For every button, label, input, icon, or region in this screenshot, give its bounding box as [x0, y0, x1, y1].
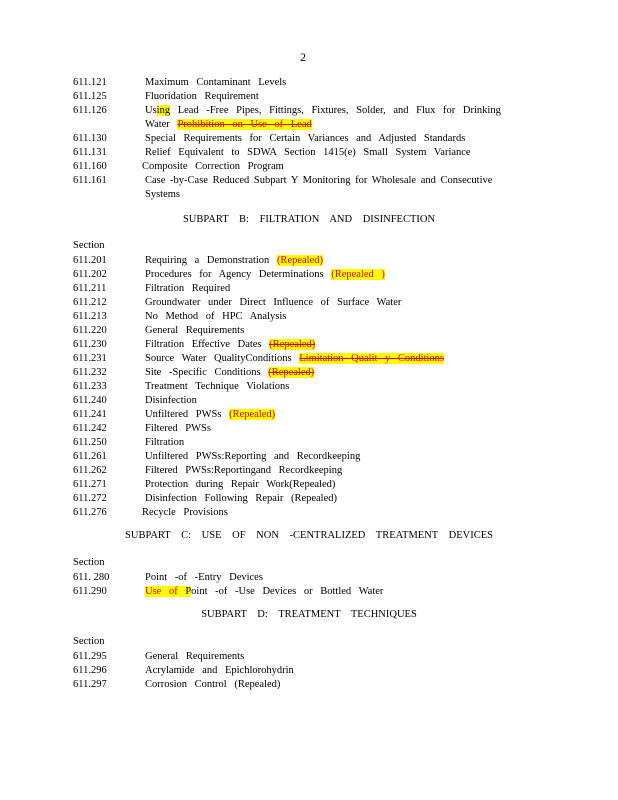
title-text: Corrosion Control (Repealed): [145, 679, 281, 690]
section-number: 611.161: [73, 175, 107, 186]
section-row: [0, 408, 618, 422]
struck-text: (Repealed): [268, 367, 315, 378]
section-number: 611.220: [73, 325, 107, 336]
section-row: [0, 450, 618, 464]
struck-text: Limitation Qualit y Conditions: [299, 353, 445, 364]
section-number: 611. 280: [73, 572, 110, 583]
section-title: [145, 324, 244, 338]
section-title: [145, 380, 289, 394]
title-text: General Requirements: [145, 651, 245, 662]
section-row: [0, 678, 618, 692]
section-row: [0, 571, 618, 585]
section-number: 611.262: [73, 465, 107, 476]
section-row: [0, 492, 618, 506]
section-title: [145, 146, 471, 160]
struck-text: Prohibition on Use of Lead: [177, 119, 312, 130]
title-text: Relief Equivalent to SDWA Section 1415(e) Small System Variance: [145, 147, 471, 158]
title-text: Lead -Free Pipes, Fittings, Fixtures, Solder, and Flux for Drinking: [170, 105, 501, 116]
section-title: [145, 90, 259, 104]
highlighted-text: (Repealed): [276, 255, 323, 266]
section-title: [145, 571, 263, 585]
title-text: Disinfection: [145, 395, 197, 406]
subpart-d-heading: SUBPART D: TREATMENT TECHNIQUES: [201, 609, 417, 620]
section-number: 611.202: [73, 269, 107, 280]
section-row: [0, 478, 618, 492]
title-text: Case -by-Case Reduced Subpart Y Monitoring for Wholesale and Consecutive: [145, 175, 493, 186]
section-row: [0, 90, 618, 104]
title-text: Unfiltered PWSs:Reporting and Recordkeeping: [145, 451, 361, 462]
section-number: 611.295: [73, 651, 107, 662]
section-row: [0, 324, 618, 338]
section-number: 611.296: [73, 665, 107, 676]
section-title: [145, 254, 323, 268]
subpart-b-section-label: Section: [73, 240, 105, 251]
title-text: Unfiltered PWSs: [145, 409, 230, 420]
title-text: Maximum Contaminant Levels: [145, 77, 287, 88]
title-text: No Method of HPC Analysis: [145, 311, 287, 322]
section-row: [0, 394, 618, 408]
section-title: [145, 650, 244, 664]
section-title: [145, 282, 230, 296]
highlighted-text: P: [185, 586, 192, 597]
section-title: [145, 436, 184, 450]
title-text: oint -of -Use Devices or Bottled Water: [191, 586, 384, 597]
section-number: 611.272: [73, 493, 107, 504]
section-row: [0, 585, 618, 599]
section-title: [145, 450, 360, 464]
section-row: [0, 506, 618, 520]
section-row: [0, 664, 618, 678]
title-text: Protection during Repair Work(Repealed): [145, 479, 336, 490]
section-number: 611.125: [73, 91, 107, 102]
title-text: Point -of -Entry Devices: [145, 572, 263, 583]
title-text: Filtered PWSs: [145, 423, 211, 434]
title-text: Site -Specific Conditions: [145, 367, 269, 378]
section-number: 611.212: [73, 297, 107, 308]
section-title: [145, 132, 465, 146]
section-number: 611.297: [73, 679, 107, 690]
section-row: [0, 174, 618, 188]
highlighted-text: ing: [156, 105, 171, 116]
title-text: Treatment Technique Violations: [145, 381, 290, 392]
section-title: [145, 408, 275, 422]
section-number: 611.233: [73, 381, 107, 392]
section-row: [0, 118, 618, 132]
title-text: Systems: [145, 189, 181, 200]
section-row: [0, 76, 618, 90]
section-title: [145, 366, 314, 380]
section-row: [0, 650, 618, 664]
subpart-b-heading: SUBPART B: FILTRATION AND DISINFECTION: [182, 214, 436, 225]
section-row: [0, 310, 618, 324]
title-text: Fluoridation Requirement: [145, 91, 259, 102]
section-number: 611.230: [73, 339, 107, 350]
section-row: [0, 160, 618, 174]
section-title: [145, 678, 280, 692]
section-number: 611.231: [73, 353, 107, 364]
section-number: 611.131: [73, 147, 107, 158]
section-title: [145, 478, 335, 492]
section-row: [0, 436, 618, 450]
section-row: [0, 268, 618, 282]
section-title: [145, 464, 342, 478]
section-row: [0, 104, 618, 118]
section-number: 611.130: [73, 133, 107, 144]
section-number: 611.213: [73, 311, 107, 322]
section-number: 611.211: [73, 283, 107, 294]
section-title: [145, 118, 312, 132]
section-row: [0, 338, 618, 352]
section-number: 611.201: [73, 255, 107, 266]
title-text: Filtered PWSs:Reportingand Recordkeeping: [145, 465, 343, 476]
section-row: [0, 296, 618, 310]
section-row: [0, 132, 618, 146]
section-number: 611.126: [73, 105, 107, 116]
section-title: [145, 664, 294, 678]
section-row: [0, 464, 618, 478]
section-number: 611.121: [73, 77, 107, 88]
subpart-d-section-label: Section: [73, 636, 105, 647]
section-title: [145, 310, 286, 324]
page-number: 2: [300, 50, 306, 64]
title-text: Source Water QualityConditions: [145, 353, 300, 364]
section-title: [145, 76, 286, 90]
section-title: [142, 506, 228, 520]
section-title: [145, 268, 385, 282]
title-text: Special Requirements for Certain Variances and Adjusted Standards: [145, 133, 466, 144]
title-text: Requiring a Demonstration: [145, 255, 277, 266]
section-row: [0, 188, 618, 202]
title-text: Groundwater under Direct Influence of Surface Water: [145, 297, 402, 308]
section-row: [0, 254, 618, 268]
section-number: 611.290: [73, 586, 107, 597]
section-row: [0, 282, 618, 296]
section-title: [145, 104, 501, 118]
title-text: General Requirements: [145, 325, 245, 336]
highlighted-text: Use of: [145, 586, 186, 597]
section-row: [0, 352, 618, 366]
title-text: Disinfection Following Repair (Repealed): [145, 493, 337, 504]
subpart-c-section-label: Section: [73, 557, 105, 568]
title-text: Filtration Effective Dates: [145, 339, 270, 350]
section-number: 611.160: [73, 161, 107, 172]
section-number: 611.232: [73, 367, 107, 378]
section-number: 611.261: [73, 451, 107, 462]
section-number: 611.242: [73, 423, 107, 434]
section-title: [145, 394, 197, 408]
section-title: [145, 174, 492, 188]
title-text: Water: [145, 119, 178, 130]
section-title: [145, 338, 315, 352]
section-title: [145, 422, 211, 436]
section-title: [142, 160, 284, 174]
section-row: [0, 422, 618, 436]
highlighted-text: (Repealed ): [331, 269, 385, 280]
section-number: 611.241: [73, 409, 107, 420]
title-text: Us: [145, 105, 157, 116]
title-text: Composite Correction Program: [142, 161, 284, 172]
section-row: [0, 366, 618, 380]
title-text: Recycle Provisions: [142, 507, 228, 518]
subpart-c-heading: SUBPART C: USE OF NON -CENTRALIZED TREATMENT DEVICES: [125, 530, 493, 541]
section-title: [145, 188, 180, 202]
section-number: 611.276: [73, 507, 107, 518]
section-row: [0, 146, 618, 160]
title-text: Filtration: [145, 437, 185, 448]
title-text: Procedures for Agency Determinations: [145, 269, 332, 280]
section-number: 611.250: [73, 437, 107, 448]
section-title: [145, 296, 401, 310]
title-text: Acrylamide and Epichlorohydrin: [145, 665, 294, 676]
section-title: [145, 352, 444, 366]
section-row: [0, 380, 618, 394]
struck-text: (Repealed): [269, 339, 316, 350]
title-text: Filtration Required: [145, 283, 231, 294]
section-title: [145, 492, 337, 506]
section-title: [145, 585, 383, 599]
section-number: 611.240: [73, 395, 107, 406]
section-number: 611.271: [73, 479, 107, 490]
highlighted-text: (Repealed): [229, 409, 276, 420]
